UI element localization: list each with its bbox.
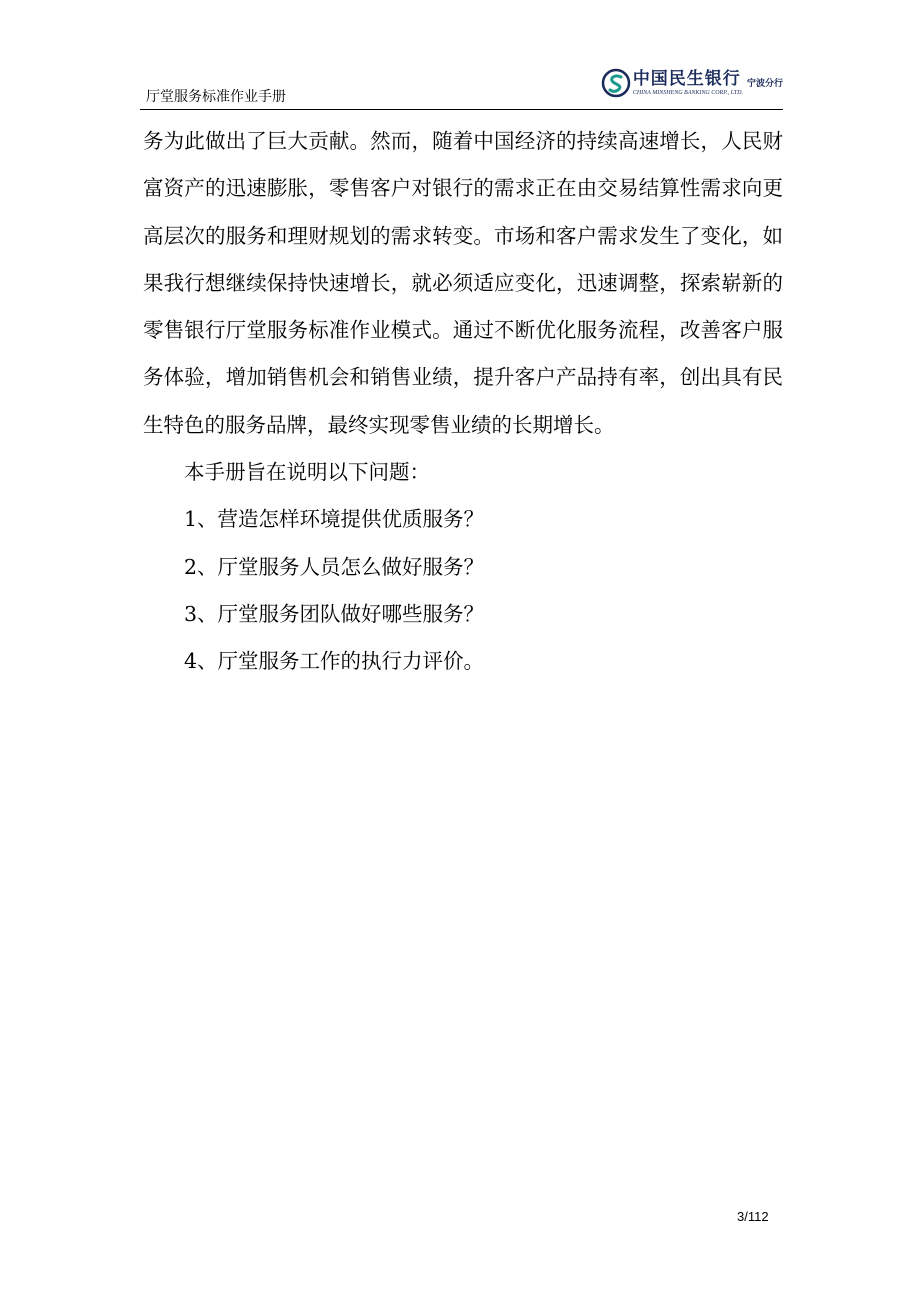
page-content [143,118,783,686]
header-divider [140,109,783,110]
page-header [140,62,783,110]
logo-branch-name: 宁波分行 [746,79,783,89]
logo-chinese-name: 中国民生银行 [632,68,741,89]
minsheng-logo-icon [601,68,631,98]
list-item: 3、厅堂服务团队做好哪些服务？ [184,601,485,626]
list-item: 4、厅堂服务工作的执行力评价。 [184,649,485,674]
bank-logo [601,68,783,98]
document-title: 厅堂服务标准作业手册 [146,89,286,105]
logo-text [632,68,743,96]
page-number: 3/112 [737,1209,769,1224]
list-item: 1、营造怎样环境提供优质服务？ [184,507,485,532]
body-paragraph: 务为此做出了巨大贡献。然而，随着中国经济的持续高速增长，人民财富资产的迅速膨胀，零售客户对银行的需求正在由交易结算性需求向更高层次的服务和理财规划的需求转变。市场和客户需求发生了变化，如果我行想继续保持快速增长，就必须适应变化，迅速调整，探索崭新的零售银行厅堂服务标准作业模式。通过不断优化服务流程，改善客户服务体验，增加销售机会和销售业绩，提升客户产品持有率，创出具有民生特色的服务品牌，最终实现零售业绩的长期增长。 [143,129,783,437]
logo-english-name: CHINA MINSHENG BANKING CORP., LTD. [632,89,743,96]
intro-line: 本手册旨在说明以下问题： [184,460,430,485]
list-item: 2、厅堂服务人员怎么做好服务？ [184,554,485,579]
